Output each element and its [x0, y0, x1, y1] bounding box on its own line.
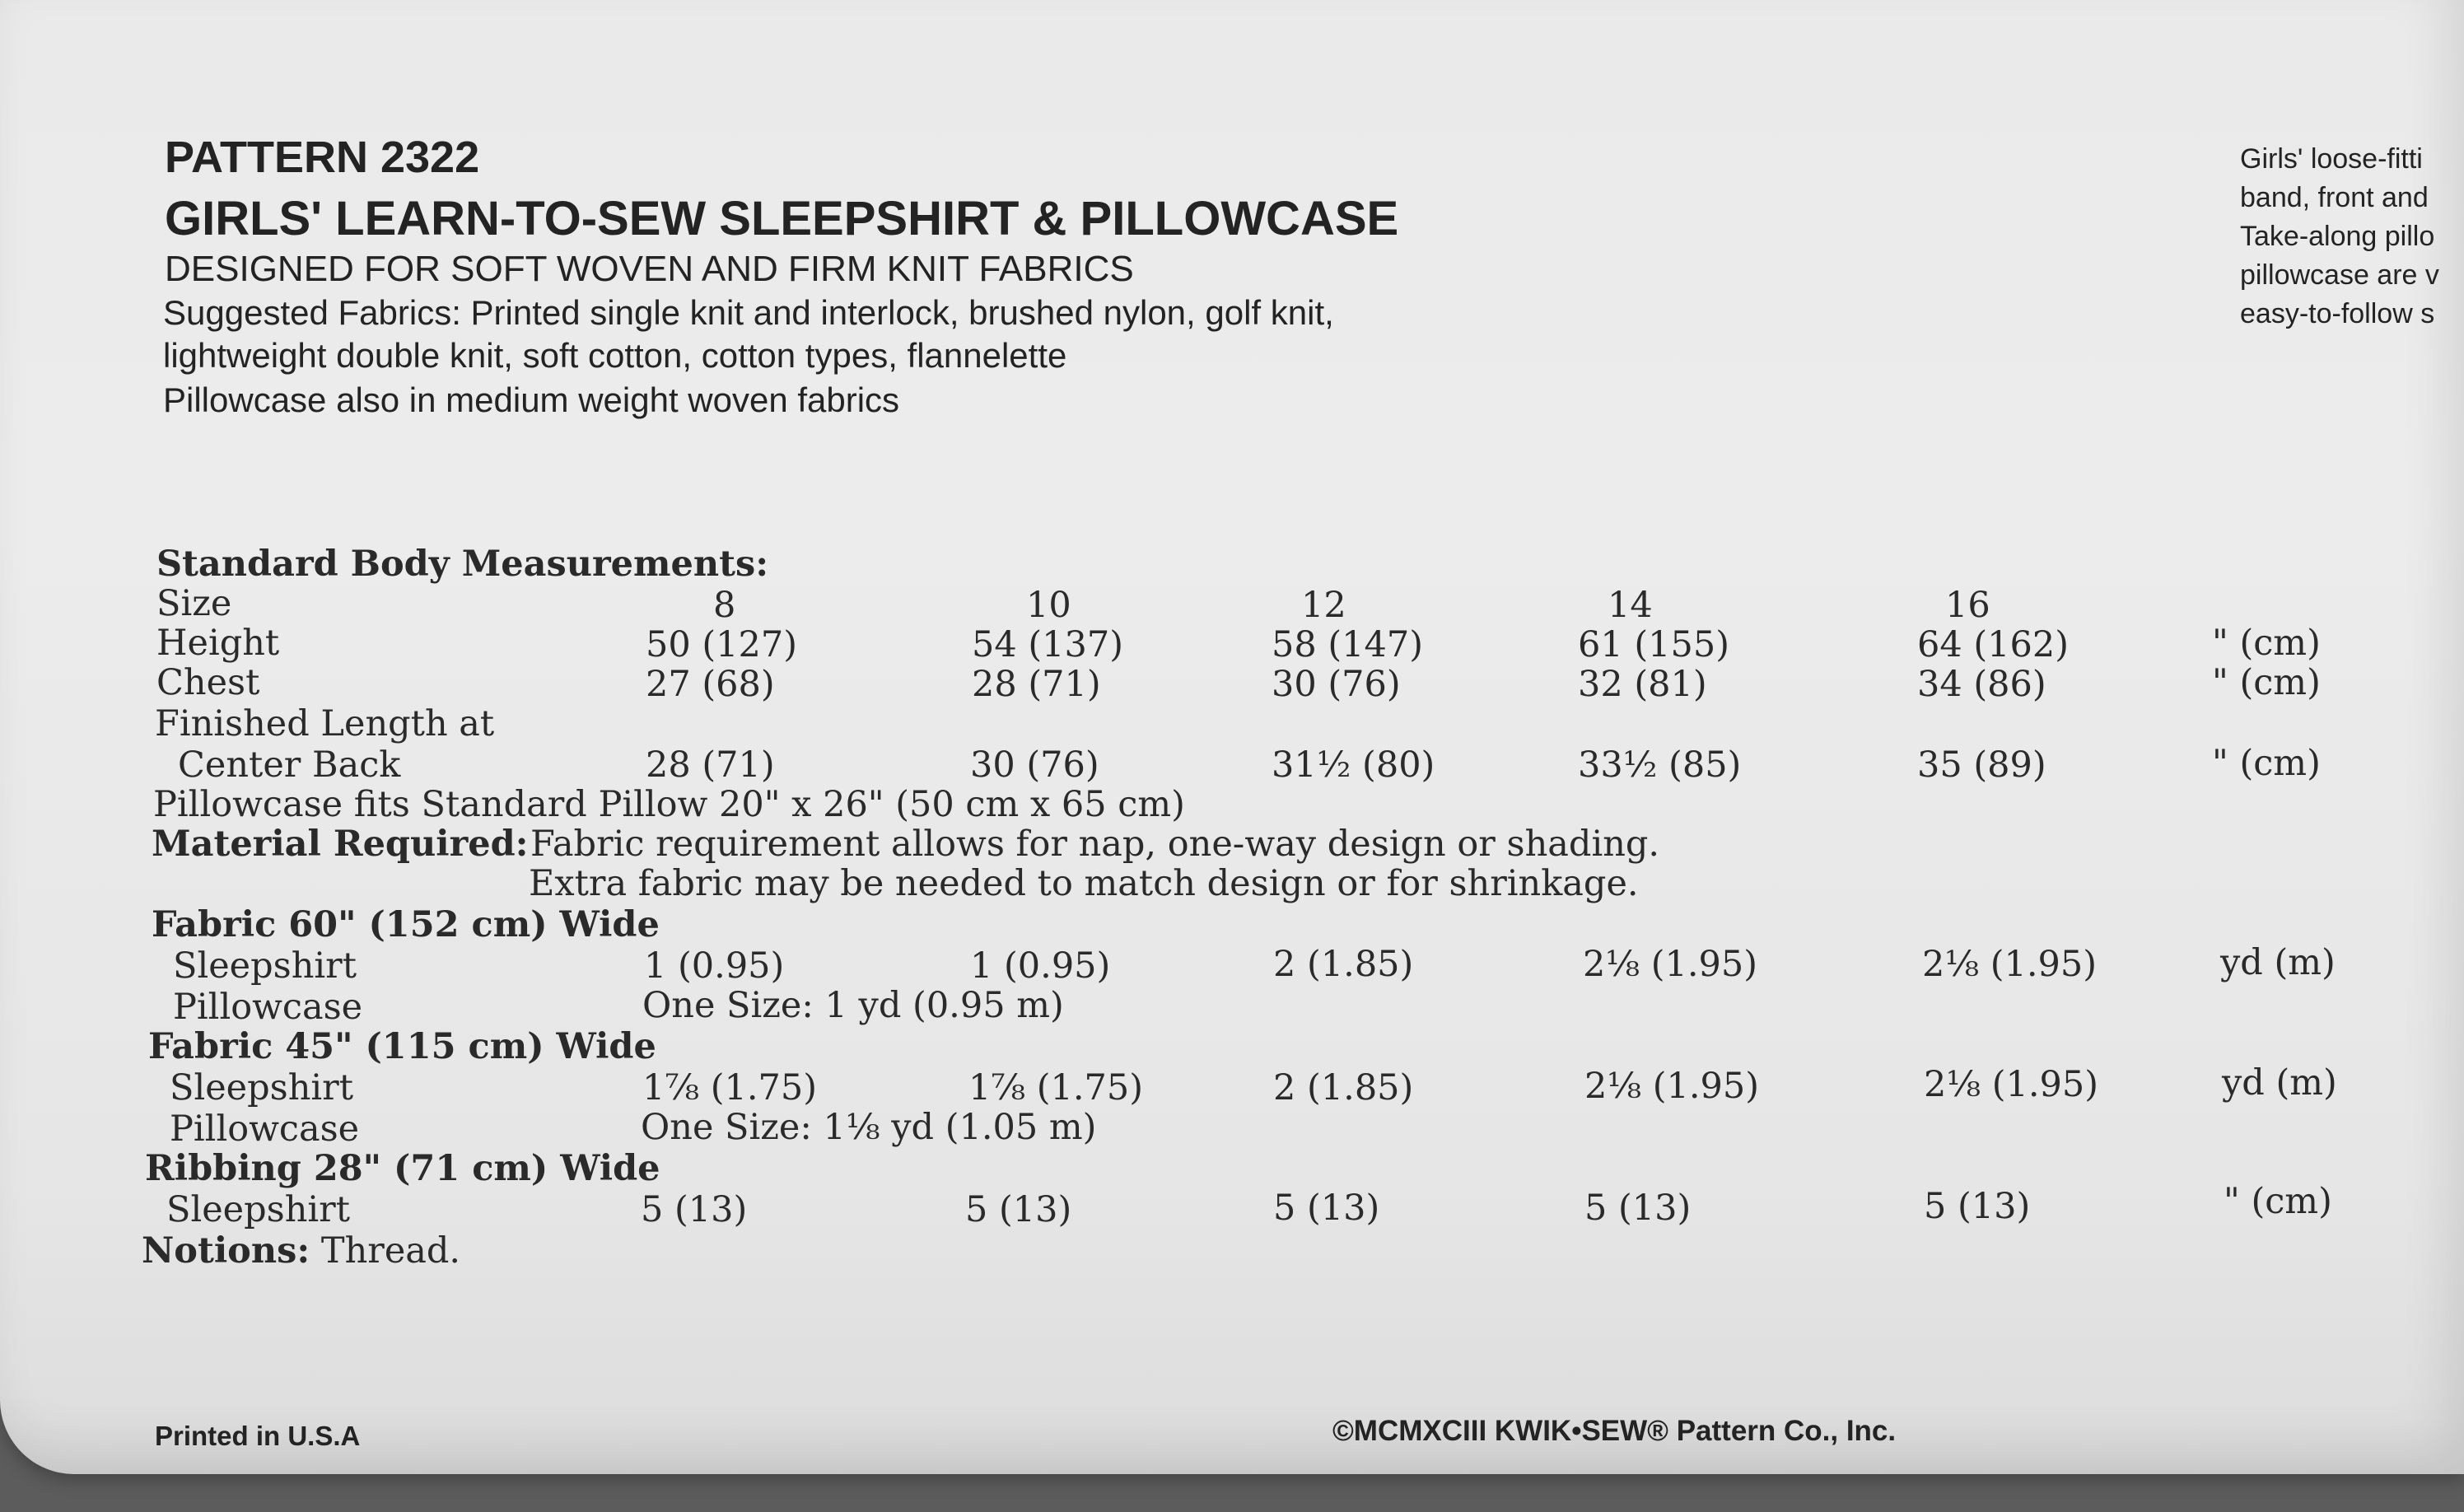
fabric60-sleepshirt-value: 1 (0.95)	[970, 945, 1111, 987]
chest-value: 27 (68)	[646, 664, 775, 705]
suggested-fabrics-line1: Suggested Fabrics: Printed single knit and interlock, brushed nylon, golf knit,	[163, 293, 1334, 332]
size-14: 14	[1608, 585, 1653, 626]
pattern-title: GIRLS' LEARN-TO-SEW SLEEPSHIRT & PILLOWCASE	[165, 192, 1399, 245]
chest-value: 32 (81)	[1578, 664, 1707, 705]
description-line: easy-to-follow s	[2240, 298, 2435, 329]
length-value: 33½ (85)	[1578, 744, 1742, 786]
length-unit: " (cm)	[2212, 743, 2321, 784]
fabric60-sleepshirt-value: 2 (1.85)	[1273, 944, 1414, 985]
ribbing-heading: Ribbing 28" (71 cm) Wide	[145, 1148, 660, 1189]
height-value: 58 (147)	[1272, 624, 1424, 665]
sleepshirt-label: Sleepshirt	[170, 1067, 353, 1108]
material-label: Material Required:	[152, 824, 529, 865]
chest-unit: " (cm)	[2212, 662, 2321, 703]
fabric60-heading: Fabric 60" (152 cm) Wide	[152, 904, 660, 945]
fabric45-sleepshirt-value: 2 (1.85)	[1273, 1067, 1414, 1108]
suggested-fabrics-line2: lightweight double knit, soft cotton, cotton types, flannelette	[163, 336, 1067, 375]
chest-value: 28 (71)	[972, 664, 1101, 705]
printed-in: Printed in U.S.A	[155, 1421, 361, 1451]
material-note: Fabric requirement allows for nap, one-way design or shading.	[530, 824, 1660, 865]
material-note: Extra fabric may be needed to match design or for shrinkage.	[529, 863, 1639, 904]
fabric60-pillowcase-value: One Size: 1 yd (0.95 m)	[642, 985, 1064, 1026]
height-label: Height	[156, 623, 280, 664]
suggested-fabrics-line3: Pillowcase also in medium weight woven fabrics	[163, 380, 900, 419]
height-value: 61 (155)	[1578, 624, 1730, 665]
chest-label: Chest	[156, 662, 260, 703]
ribbing-sleepshirt-value: 5 (13)	[641, 1189, 748, 1230]
fabric45-sleepshirt-value: 1⅞ (1.75)	[642, 1067, 817, 1108]
fabric60-sleepshirt-value: 2⅛ (1.95)	[1922, 944, 2097, 985]
pattern-number: PATTERN 2322	[165, 133, 480, 182]
fabric60-sleepshirt-value: 2⅛ (1.95)	[1583, 944, 1757, 985]
description-line: Take-along pillo	[2240, 221, 2435, 252]
measurements-heading: Standard Body Measurements:	[156, 544, 769, 585]
size-16: 16	[1945, 585, 1990, 626]
ribbing-sleepshirt-value: 5 (13)	[1924, 1186, 2031, 1227]
size-label: Size	[156, 583, 232, 624]
ribbing-unit: " (cm)	[2224, 1181, 2332, 1222]
fabric45-sleepshirt-value: 2⅛ (1.95)	[1584, 1066, 1759, 1107]
pillowcase-label: Pillowcase	[170, 1108, 360, 1150]
copyright: ©MCMXCIII KWIK•SEW® Pattern Co., Inc.	[1332, 1415, 1897, 1447]
chest-value: 30 (76)	[1272, 664, 1401, 705]
ribbing-sleepshirt-value: 5 (13)	[1584, 1188, 1692, 1229]
length-value: 31½ (80)	[1272, 744, 1435, 786]
notions-label: Notions:	[142, 1230, 310, 1272]
size-12: 12	[1301, 585, 1346, 626]
fabric45-pillowcase-value: One Size: 1⅛ yd (1.05 m)	[641, 1107, 1097, 1148]
height-value: 50 (127)	[646, 624, 798, 665]
description-line: band, front and	[2240, 182, 2429, 213]
notions	[142, 1230, 460, 1272]
designed-for: DESIGNED FOR SOFT WOVEN AND FIRM KNIT FABRICS	[165, 249, 1134, 289]
fabric45-heading: Fabric 45" (115 cm) Wide	[148, 1026, 656, 1067]
description-line: Girls' loose-fitti	[2240, 143, 2423, 175]
length-value: 28 (71)	[646, 744, 775, 786]
length-value: 30 (76)	[970, 744, 1099, 786]
ribbing-sleepshirt-value: 5 (13)	[965, 1189, 1072, 1230]
fabric60-sleepshirt-value: 1 (0.95)	[644, 945, 785, 987]
notions-value: Thread.	[320, 1230, 461, 1272]
fabric45-sleepshirt-value: 1⅞ (1.75)	[968, 1067, 1143, 1108]
chest-value: 34 (86)	[1917, 664, 2046, 705]
description-line: pillowcase are v	[2240, 259, 2439, 291]
fabric60-unit: yd (m)	[2220, 942, 2336, 983]
size-8: 8	[713, 585, 736, 626]
height-value: 64 (162)	[1917, 624, 2070, 665]
fabric45-unit: yd (m)	[2222, 1062, 2337, 1104]
fabric45-sleepshirt-value: 2⅛ (1.95)	[1924, 1064, 2098, 1105]
sleepshirt-label: Sleepshirt	[173, 945, 357, 987]
size-10: 10	[1026, 585, 1071, 626]
ribbing-sleepshirt-value: 5 (13)	[1273, 1188, 1380, 1229]
height-unit: " (cm)	[2212, 623, 2321, 664]
height-value: 54 (137)	[972, 624, 1124, 665]
sleepshirt-label: Sleepshirt	[166, 1189, 350, 1230]
length-value: 35 (89)	[1917, 744, 2046, 786]
pillowcase-label: Pillowcase	[173, 987, 363, 1028]
length-label: Finished Length at	[155, 703, 495, 744]
pillowcase-fit: Pillowcase fits Standard Pillow 20" x 26" (50 cm x 65 cm)	[153, 784, 1185, 825]
length-label-cont: Center Back	[178, 744, 401, 786]
